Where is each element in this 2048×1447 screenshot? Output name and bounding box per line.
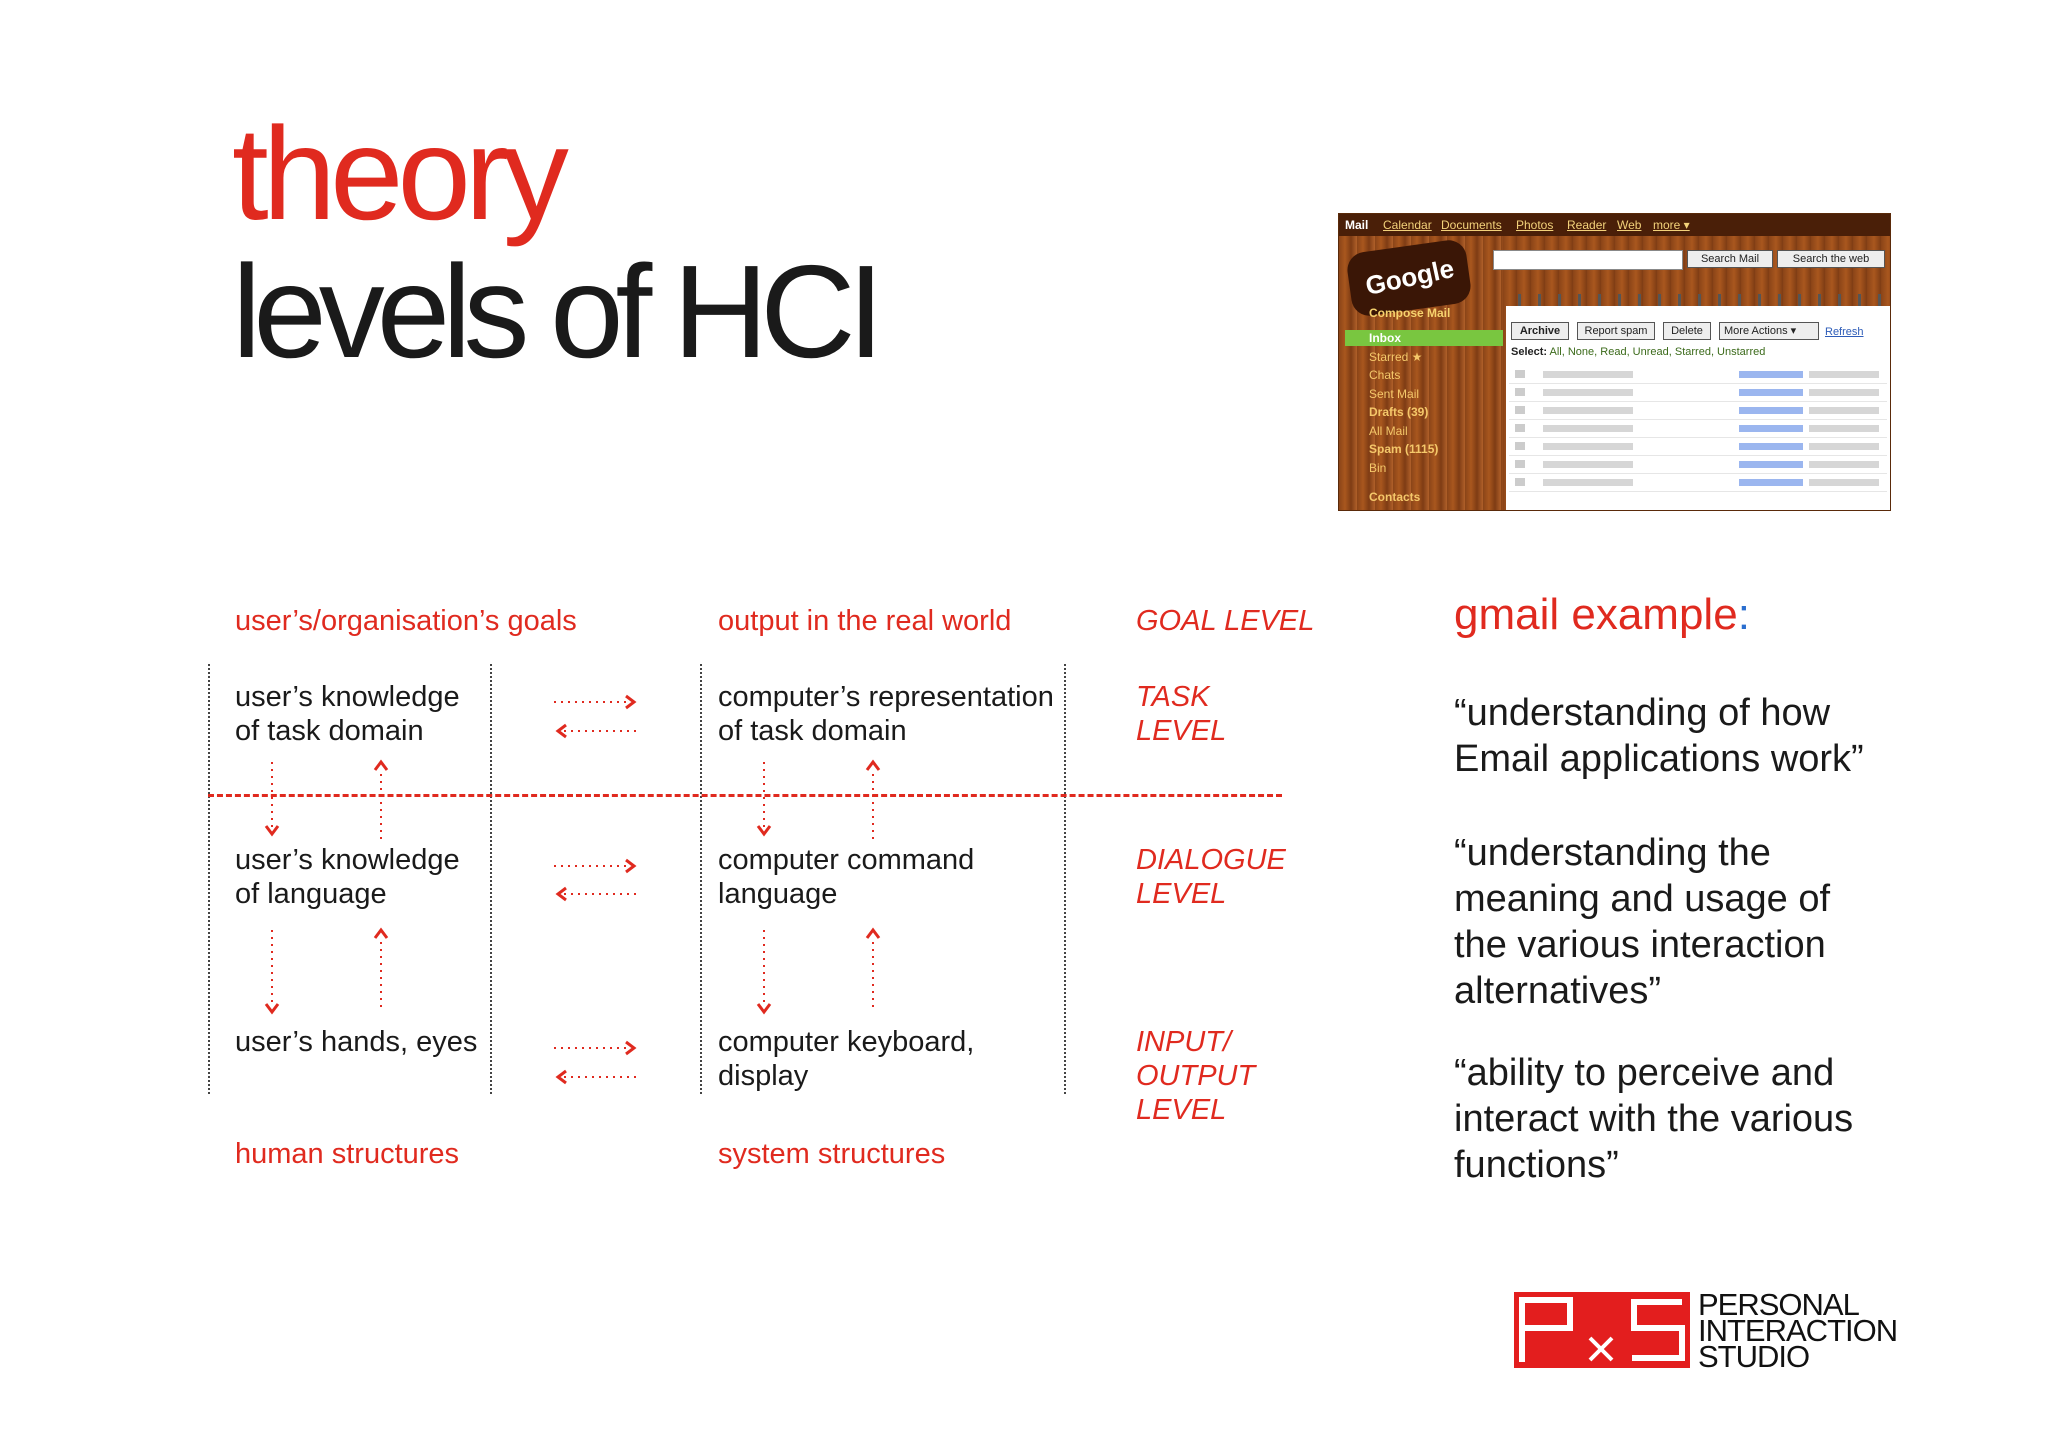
- label-output-real-world: output in the real world: [718, 605, 1012, 637]
- gmail-link-photos: Photos: [1516, 218, 1554, 232]
- label-dialogue-level: DIALOGUE LEVEL: [1136, 844, 1286, 910]
- gmail-search-web-button: Search the web: [1777, 250, 1885, 268]
- title-levels-of-hci: levels of HCI: [232, 238, 877, 385]
- system-task-representation: computer’s representation of task domain: [718, 681, 1054, 747]
- human-task-knowledge: user’s knowledge of task domain: [235, 681, 460, 747]
- gmail-nav-spam: Spam (1115): [1369, 442, 1439, 456]
- gmail-select-row: Select: All, None, Read, Unread, Starred, Unstarred: [1511, 346, 1766, 358]
- gmail-link-mail: Mail: [1345, 218, 1369, 232]
- gmail-nav-drafts: Drafts (39): [1369, 405, 1429, 419]
- gmail-nav-sent: Sent Mail: [1369, 387, 1420, 401]
- gmail-report-spam-button: Report spam: [1577, 322, 1655, 340]
- gmail-nav-contacts: Contacts: [1369, 490, 1421, 504]
- gmail-inbox-item: Inbox: [1345, 330, 1503, 346]
- label-human-structures: human structures: [235, 1138, 460, 1170]
- gmail-search-mail-button: Search Mail: [1687, 250, 1773, 268]
- gmail-logo-text: Google: [1362, 253, 1457, 301]
- human-language-knowledge: user’s knowledge of language: [235, 844, 460, 910]
- gmail-link-reader: Reader: [1567, 218, 1607, 232]
- quote-io-level: “ability to perceive and interact with the various functions”: [1454, 1052, 1854, 1186]
- label-user-goals: user’s/organisation’s goals: [235, 605, 577, 637]
- label-system-structures: system structures: [718, 1138, 946, 1170]
- gmail-link-more: more ▾: [1653, 218, 1690, 232]
- pxs-logo-icon: [1514, 1292, 1690, 1368]
- gmail-link-documents: Documents: [1441, 218, 1502, 232]
- label-io-level: INPUT/ OUTPUT LEVEL: [1136, 1026, 1256, 1126]
- gmail-more-actions-select: More Actions ▾: [1719, 322, 1819, 340]
- gmail-refresh-link: Refresh: [1825, 326, 1864, 338]
- gmail-delete-button: Delete: [1663, 322, 1711, 340]
- system-keyboard-display: computer keyboard, display: [718, 1026, 975, 1092]
- human-hands-eyes: user’s hands, eyes: [235, 1026, 478, 1058]
- title-theory: theory: [232, 100, 563, 247]
- gmail-archive-button: Archive: [1511, 322, 1569, 340]
- gmail-nav-starred: Starred ★: [1369, 350, 1423, 364]
- gmail-nav-bin: Bin: [1369, 461, 1387, 475]
- gmail-compose-link: Compose Mail: [1369, 306, 1451, 320]
- gmail-nav-all-mail: All Mail: [1369, 424, 1408, 438]
- pxs-logo-mark: [1514, 1292, 1690, 1368]
- gmail-nav-chats: Chats: [1369, 368, 1401, 382]
- system-command-language: computer command language: [718, 844, 975, 910]
- label-task-level: TASK LEVEL: [1136, 681, 1227, 747]
- label-goal-level: GOAL LEVEL: [1136, 605, 1315, 637]
- gmail-example-title: gmail example:: [1454, 590, 1750, 639]
- quote-task-level: “understanding of how Email applications work”: [1454, 692, 1864, 780]
- gmail-link-web: Web: [1617, 218, 1642, 232]
- pxs-logo-text: PERSONAL INTERACTION STUDIO: [1698, 1287, 1898, 1374]
- gmail-link-calendar: Calendar: [1383, 218, 1432, 232]
- quote-dialogue-level: “understanding the meaning and usage of the various interaction alternatives”: [1454, 832, 1831, 1012]
